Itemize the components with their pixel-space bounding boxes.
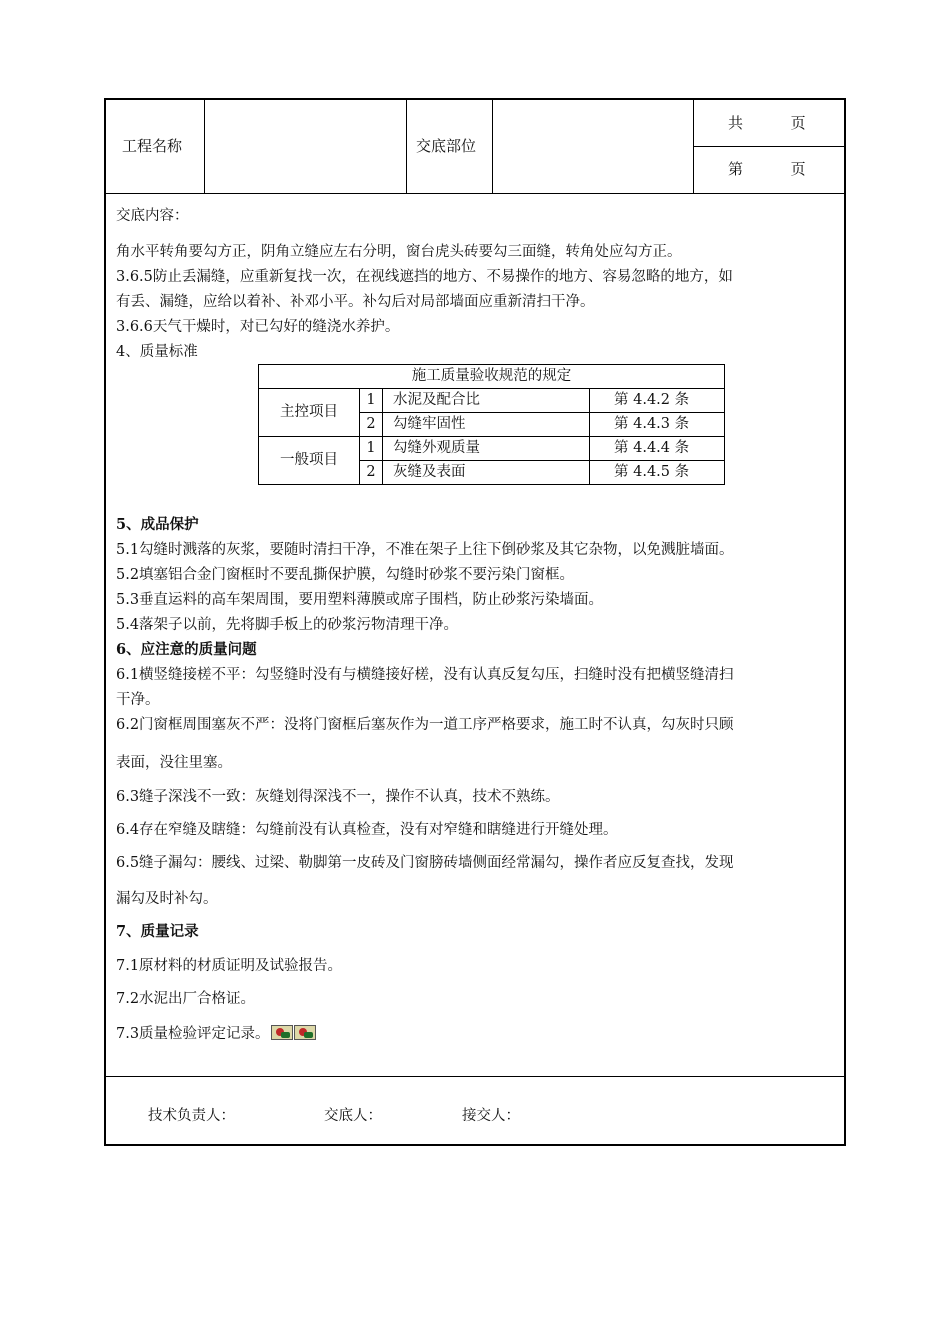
section-4-heading: 4、质量标准 (116, 344, 198, 360)
divider (492, 100, 493, 193)
row-clause: 第 4.4.3 条 (590, 413, 725, 437)
content-line: 6.1横竖缝接槎不平：勾竖缝时没有与横缝接好槎，没有认真反复勾压，扫缝时没有把横竖缝清扫 (116, 667, 734, 683)
content-line: 3.6.5防止丢漏缝，应重新复找一次，在视线遮挡的地方、不易操作的地方、容易忽略的地方，如 (116, 269, 733, 285)
content-line: 5.2填塞铝合金门窗框时不要乱撕保护膜，勾缝时砂浆不要污染门窗框。 (116, 567, 575, 583)
content-line: 6.2门窗框周围塞灰不严：没将门窗框后塞灰作为一道工序严格要求，施工时不认真，勾灰时只顾 (116, 717, 734, 733)
project-name-label: 工程名称 (122, 137, 183, 155)
section-7-heading: 7、质量记录 (116, 923, 199, 940)
quality-standard-table (258, 364, 725, 485)
location-label: 交底部位 (416, 137, 477, 155)
embedded-object-icon[interactable] (294, 1025, 316, 1040)
tech-lead-signature: 技术负责人： (148, 1108, 235, 1124)
content-line: 6.3缝子深浅不一致：灰缝划得深浅不一，操作不认真，技术不熟练。 (116, 789, 560, 805)
row-item: 勾缝外观质量 (383, 437, 590, 461)
group-name: 一般项目 (259, 437, 360, 485)
row-clause: 第 4.4.2 条 (590, 389, 725, 413)
divider (693, 146, 844, 147)
section-6-heading: 6、应注意的质量问题 (116, 641, 257, 658)
divider (406, 100, 407, 193)
content-line: 6.5缝子漏勾：腰线、过梁、勒脚第一皮砖及门窗膀砖墙侧面经常漏勾，操作者应反复查找，发现 (116, 855, 734, 871)
content-title: 交底内容： (116, 208, 189, 224)
page-number: 第 页 (728, 160, 806, 178)
discloser-signature: 交底人： (324, 1108, 382, 1124)
content-line: 表面，没往里塞。 (116, 755, 232, 771)
content-line-with-icons (116, 1025, 316, 1042)
record-text: 7.3质量检验评定记录。 (116, 1026, 270, 1042)
embedded-object-icon[interactable] (271, 1025, 293, 1040)
content-line: 3.6.6天气干燥时，对已勾好的缝浇水养护。 (116, 319, 400, 335)
row-item: 勾缝牢固性 (383, 413, 590, 437)
header-table (106, 100, 844, 194)
content-line: 有丢、漏缝，应给以着补、补邓小平。补勾后对局部墙面应重新清扫干净。 (116, 294, 595, 310)
disclosure-form (104, 98, 846, 1146)
row-item: 水泥及配合比 (383, 389, 590, 413)
content-line: 5.3垂直运料的高车架周围，要用塑料薄膜或席子围档，防止砂浆污染墙面。 (116, 592, 604, 608)
total-pages: 共 页 (728, 114, 806, 132)
section-5-heading: 5、成品保护 (116, 516, 199, 533)
content-line: 7.1原材料的材质证明及试验报告。 (116, 958, 343, 974)
content-line: 5.1勾缝时溅落的灰浆，要随时清扫干净，不准在架子上往下倒砂浆及其它杂物，以免溅脏墙面。 (116, 542, 734, 558)
row-clause: 第 4.4.4 条 (590, 437, 725, 461)
row-number: 2 (360, 413, 383, 437)
group-name: 主控项目 (259, 389, 360, 437)
table-caption: 施工质量验收规范的规定 (259, 365, 725, 389)
content-line: 7.2水泥出厂合格证。 (116, 991, 256, 1007)
content-line: 角水平转角要勾方正，阴角立缝应左右分明，窗台虎头砖要勾三面缝，转角处应勾方正。 (116, 244, 682, 260)
row-number: 2 (360, 461, 383, 485)
divider (204, 100, 205, 193)
row-item: 灰缝及表面 (383, 461, 590, 485)
content-line: 漏勾及时补勾。 (116, 891, 218, 907)
content-line: 6.4存在窄缝及瞎缝：勾缝前没有认真检查，没有对窄缝和瞎缝进行开缝处理。 (116, 822, 618, 838)
footer-divider (106, 1076, 844, 1077)
row-number: 1 (360, 389, 383, 413)
row-clause: 第 4.4.5 条 (590, 461, 725, 485)
receiver-signature: 接交人： (462, 1108, 520, 1124)
row-number: 1 (360, 437, 383, 461)
content-line: 干净。 (116, 692, 160, 708)
content-line: 5.4落架子以前，先将脚手板上的砂浆污物清理干净。 (116, 617, 459, 633)
